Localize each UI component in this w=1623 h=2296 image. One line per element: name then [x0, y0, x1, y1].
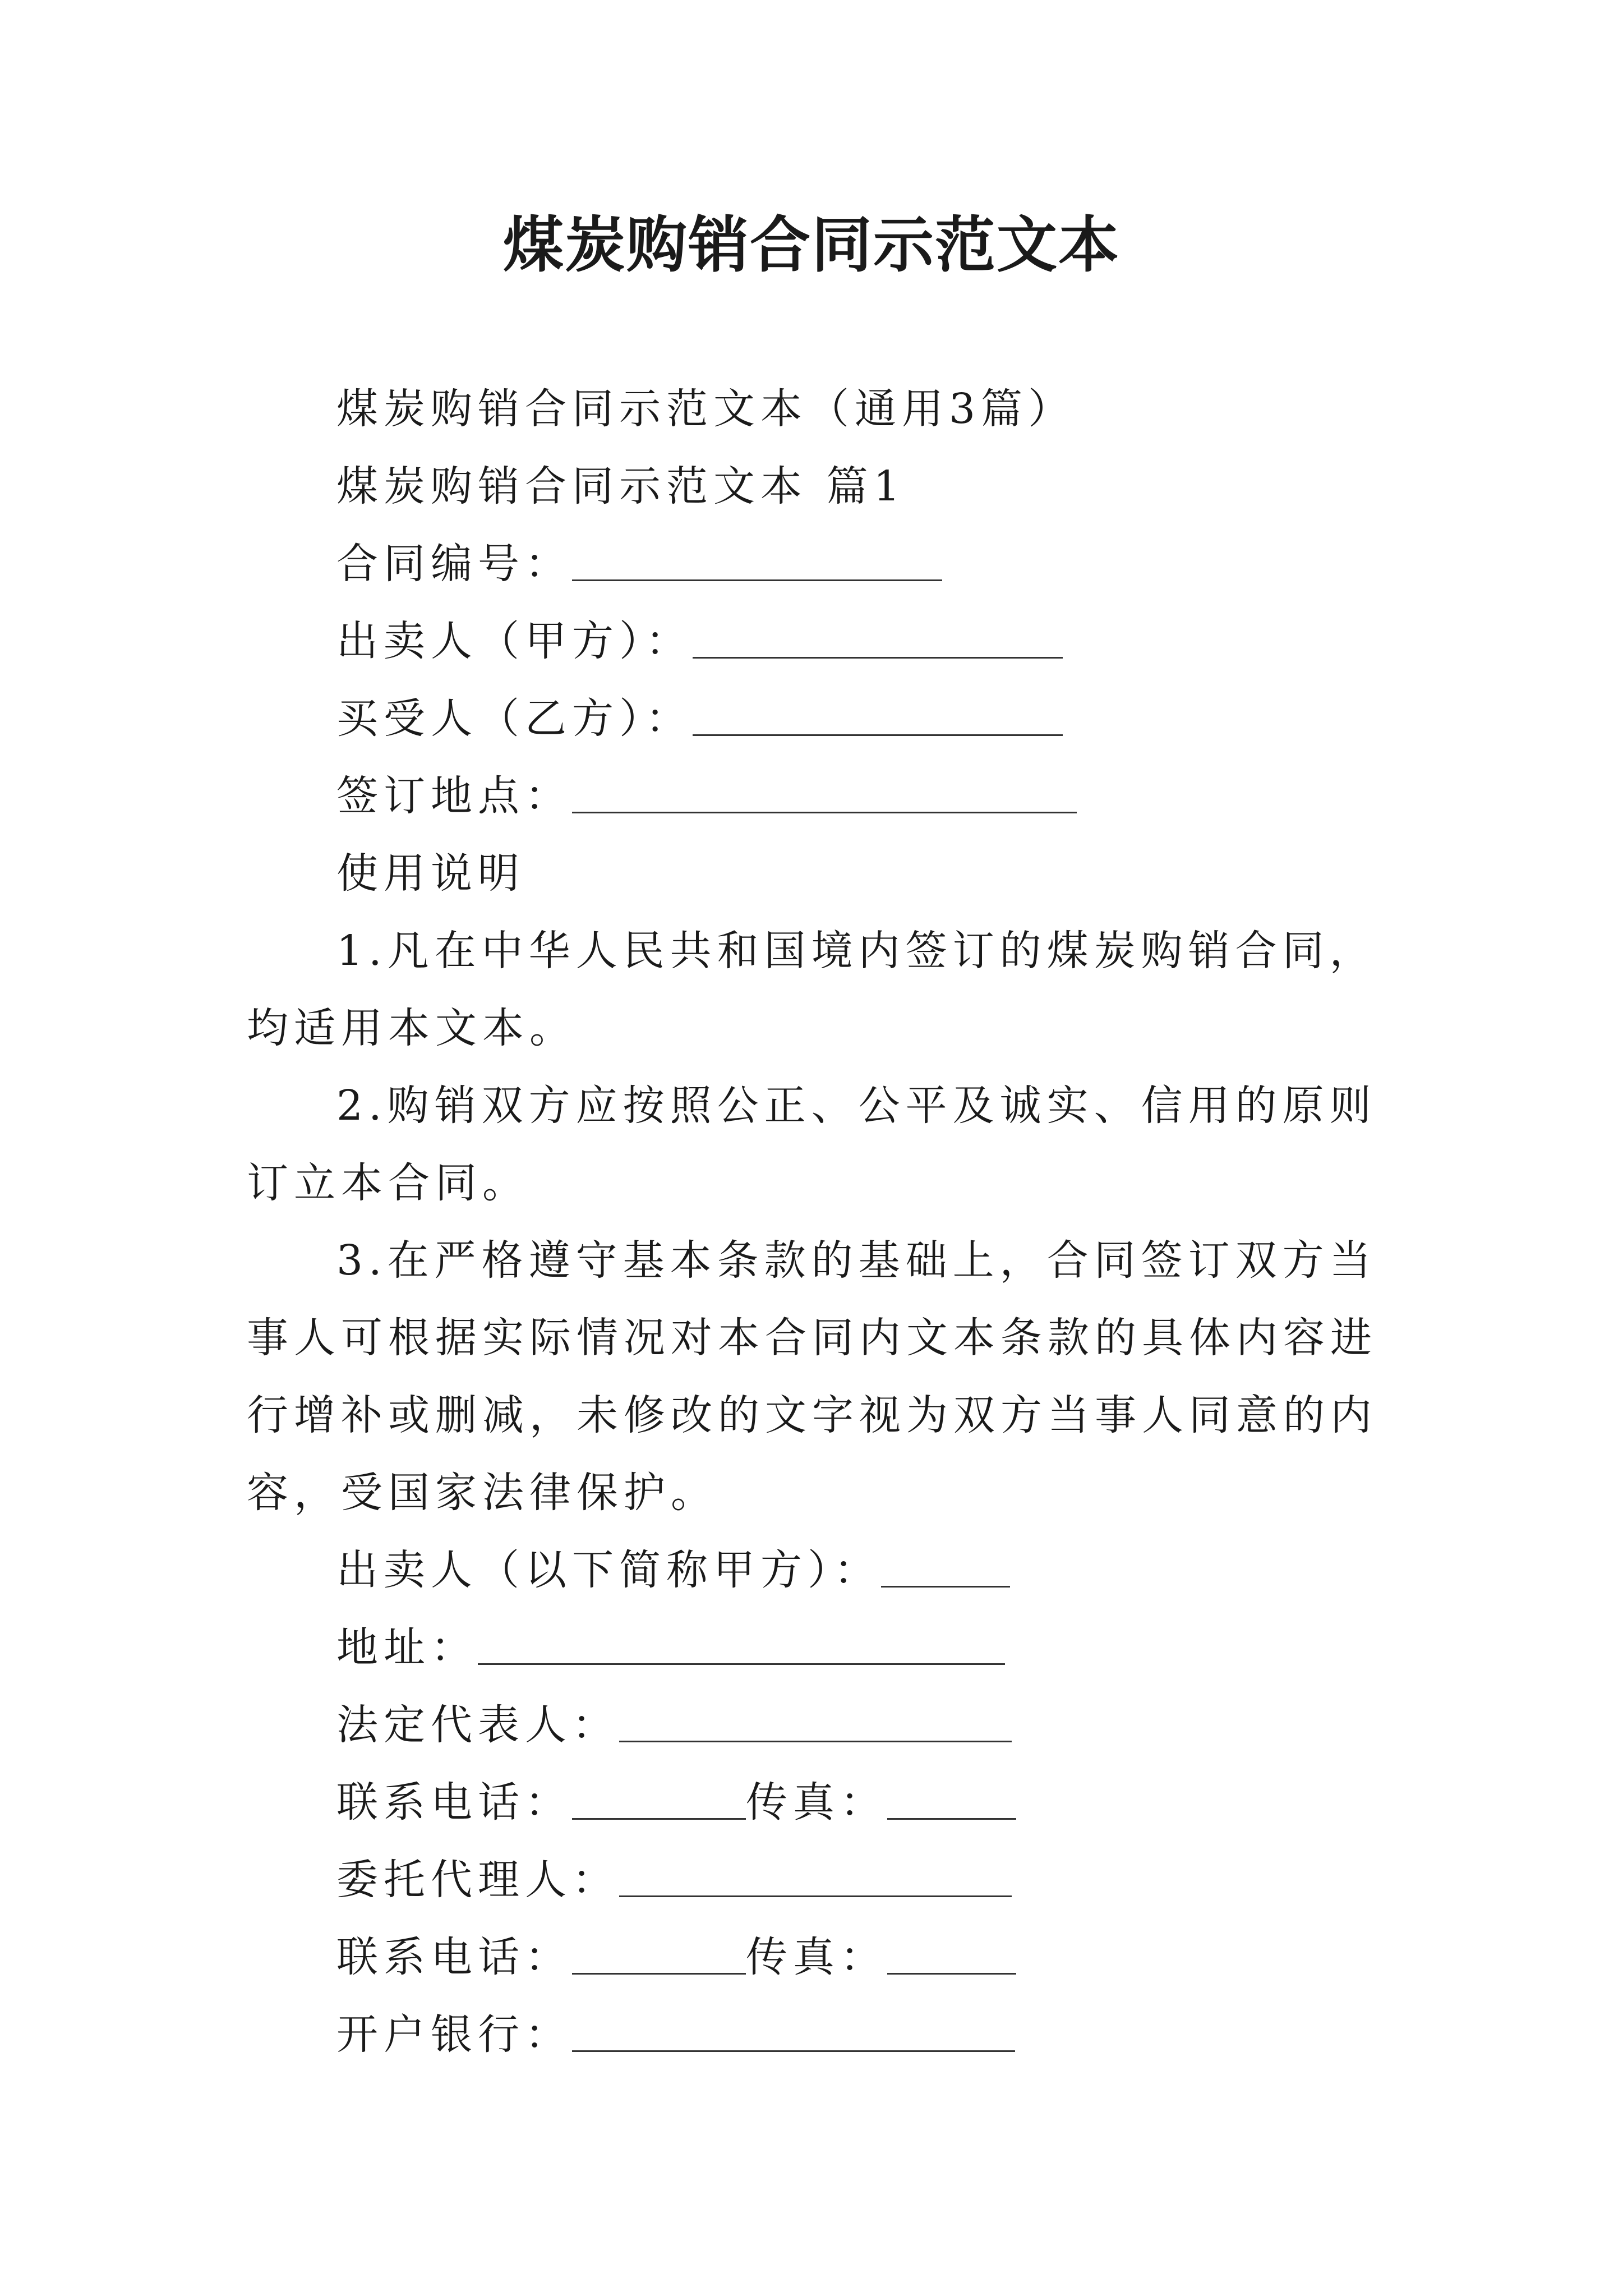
bank-blank: [572, 2017, 1015, 2052]
contract-no-blank: [572, 546, 942, 581]
seller-short-blank: [881, 1552, 1010, 1588]
legal-rep-field: [247, 1686, 1391, 1764]
agent-label: 委托代理人：: [336, 1856, 619, 1904]
fax-label-2: 传真：: [746, 1933, 887, 1981]
legal-rep-label: 法定代表人：: [336, 1701, 619, 1749]
fax-blank-2: [887, 1939, 1016, 1975]
address-blank: [478, 1630, 1005, 1665]
address-field: [247, 1609, 1391, 1686]
phone-label-1: 联系电话：: [336, 1778, 572, 1826]
legal-rep-blank: [619, 1707, 1012, 1742]
usage-item-1: 1.凡在中华人民共和国境内签订的煤炭购销合同，均适用本文本。: [247, 927, 1377, 1052]
sign-place-field: [247, 757, 1391, 835]
phone-fax-field-1: [247, 1764, 1391, 1841]
usage-heading: 使用说明: [336, 849, 525, 898]
sign-place-blank: [572, 778, 1077, 813]
address-label: 地址：: [336, 1623, 478, 1672]
phone-blank-2: [572, 1939, 746, 1975]
usage-item-2: 2.购销双方应按照公正、公平及诚实、信用的原则订立本合同。: [247, 1082, 1377, 1207]
agent-blank: [619, 1862, 1012, 1897]
buyer-field: [247, 680, 1391, 757]
subtitle: 煤炭购销合同示范文本（通用3篇）: [336, 385, 1076, 433]
seller-short-field: [247, 1531, 1391, 1609]
buyer-label: 买受人（乙方）：: [336, 694, 693, 743]
agent-field: [247, 1841, 1391, 1918]
sign-place-label: 签订地点：: [336, 772, 572, 820]
page-title: 煤炭购销合同示范文本: [502, 210, 1120, 280]
phone-blank-1: [572, 1784, 746, 1820]
bank-field: [247, 1996, 1391, 2073]
seller-short-label: 出卖人（以下简称甲方）：: [336, 1546, 881, 1594]
document-body: [247, 370, 1391, 2073]
seller-label: 出卖人（甲方）：: [336, 617, 693, 665]
fax-blank-1: [887, 1784, 1016, 1820]
seller-blank: [693, 623, 1063, 659]
bank-label: 开户银行：: [336, 2010, 572, 2059]
contract-no-field: [247, 525, 1391, 602]
fax-label-1: 传真：: [746, 1778, 887, 1826]
seller-field: [247, 602, 1391, 680]
contract-no-label: 合同编号：: [336, 540, 572, 588]
usage-item-3: 3.在严格遵守基本条款的基础上，合同签订双方当事人可根据实际情况对本合同内文本条款的具体内容进行增补或删减，未修改的文字视为双方当事人同意的内容，受国家法律保护。: [247, 1236, 1377, 1517]
phone-label-2: 联系电话：: [336, 1933, 572, 1981]
section-heading: 煤炭购销合同示范文本 篇1: [336, 462, 906, 510]
phone-fax-field-2: [247, 1918, 1391, 1996]
buyer-blank: [693, 701, 1063, 736]
